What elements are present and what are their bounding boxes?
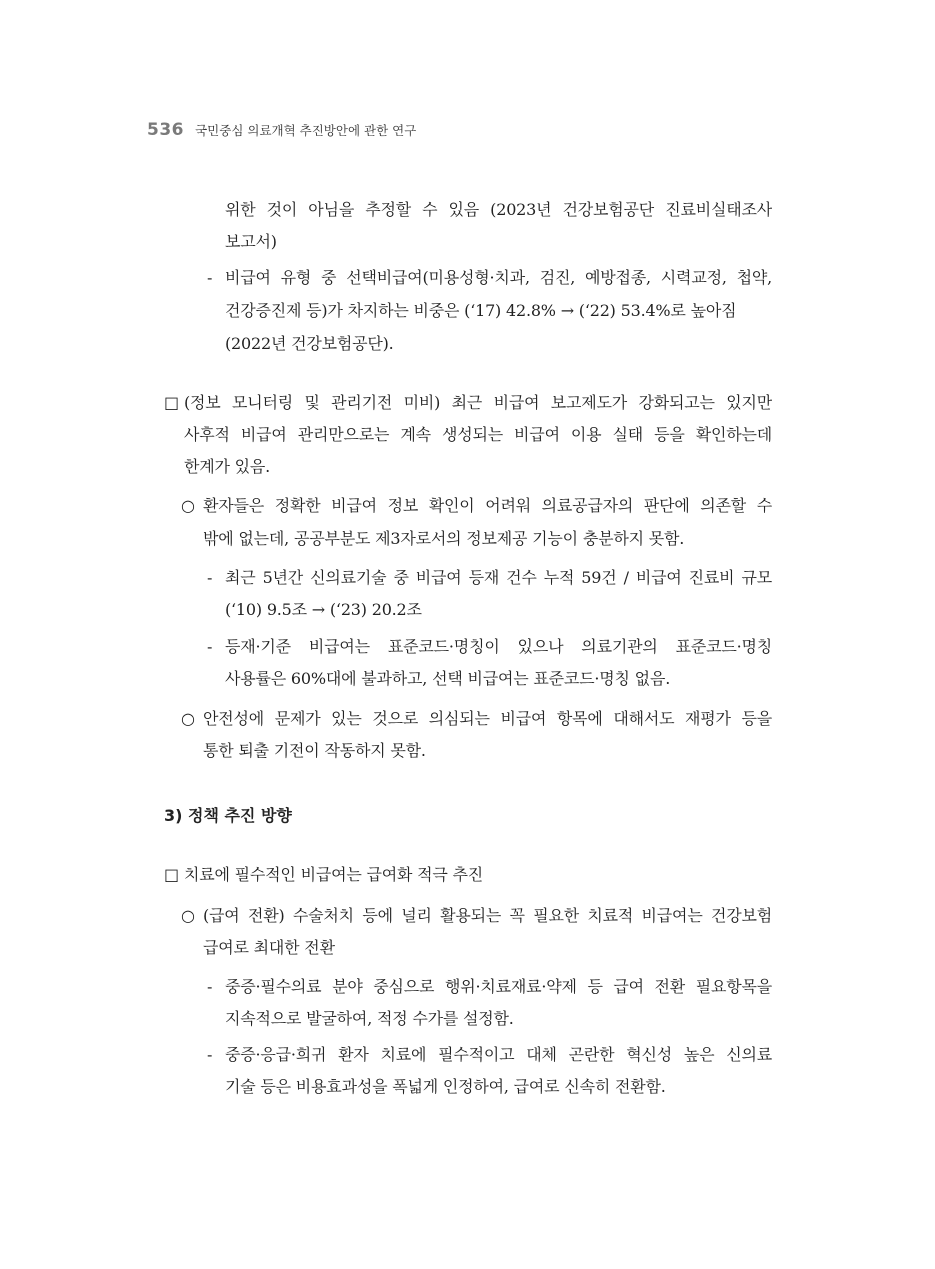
body-line: 등재·기준 비급여는 표준코드·명칭이 있으나 의료기관의 표준코드·명칭 xyxy=(225,637,772,656)
square-bullet: □ xyxy=(164,393,180,412)
circle-bullet: ○ xyxy=(181,906,195,925)
circle-bullet: ○ xyxy=(181,709,195,728)
body-line: 사용률은 60%대에 불과하고, 선택 비급여는 표준코드·명칭 없음. xyxy=(225,669,671,688)
body-line: 중증·응급·희귀 환자 치료에 필수적이고 대체 곤란한 혁신성 높은 신의료 xyxy=(225,1045,772,1064)
body-line: 한계가 있음. xyxy=(184,457,271,476)
body-line: 위한 것이 아님을 추정할 수 있음 (2023년 건강보험공단 진료비실태조사 xyxy=(225,200,772,219)
body-line: (‘10) 9.5조 → (‘23) 20.2조 xyxy=(225,600,422,619)
body-line: 기술 등은 비용효과성을 폭넓게 인정하여, 급여로 신속히 전환함. xyxy=(225,1077,666,1096)
section-heading: 3) 정책 추진 방향 xyxy=(164,806,292,825)
circle-bullet: ○ xyxy=(181,496,195,515)
dash-bullet: - xyxy=(207,569,213,587)
body-line: 사후적 비급여 관리만으로는 계속 생성되는 비급여 이용 실태 등을 확인하는데 xyxy=(184,425,772,444)
book-title: 국민중심 의료개혁 추진방안에 관한 연구 xyxy=(195,123,417,138)
body-line: 안전성에 문제가 있는 것으로 의심되는 비급여 항목에 대해서도 재평가 등을 xyxy=(203,709,772,728)
body-line: 보고서) xyxy=(225,232,277,251)
dash-bullet: - xyxy=(207,978,213,996)
body-line: 건강증진제 등)가 차지하는 비중은 (‘17) 42.8% → (‘22) 53.4%로 높아짐 xyxy=(225,301,737,320)
square-bullet: □ xyxy=(164,865,180,884)
dash-bullet: - xyxy=(207,638,213,656)
body-line: 중증·필수의료 분야 중심으로 행위·치료재료·약제 등 급여 전환 필요항목을 xyxy=(225,977,772,996)
body-line: (정보 모니터링 및 관리기전 미비) 최근 비급여 보고제도가 강화되고는 있지만 xyxy=(184,393,772,412)
body-line: 밖에 없는데, 공공부분도 제3자로서의 정보제공 기능이 충분하지 못함. xyxy=(203,529,685,548)
body-line: (급여 전환) 수술처치 등에 널리 활용되는 꼭 필요한 치료적 비급여는 건강보험 xyxy=(203,906,772,925)
body-line: 지속적으로 발굴하여, 적정 수가를 설정함. xyxy=(225,1009,514,1028)
dash-bullet: - xyxy=(207,269,213,287)
body-line: 최근 5년간 신의료기술 중 비급여 등재 건수 누적 59건 / 비급여 진료비 규모 xyxy=(225,568,772,587)
body-line: 급여로 최대한 전환 xyxy=(203,938,335,957)
body-line: 통한 퇴출 기전이 작동하지 못함. xyxy=(203,741,426,760)
body-line: (2022년 건강보험공단). xyxy=(225,334,394,353)
body-line: 비급여 유형 중 선택비급여(미용성형·치과, 검진, 예방접종, 시력교정, 첩약, xyxy=(225,268,772,287)
running-header xyxy=(147,120,416,140)
body-line: 환자들은 정확한 비급여 정보 확인이 어려워 의료공급자의 판단에 의존할 수 xyxy=(203,496,772,515)
dash-bullet: - xyxy=(207,1046,213,1064)
page-number: 536 xyxy=(147,120,184,140)
body-line: 치료에 필수적인 비급여는 급여화 적극 추진 xyxy=(184,865,484,884)
